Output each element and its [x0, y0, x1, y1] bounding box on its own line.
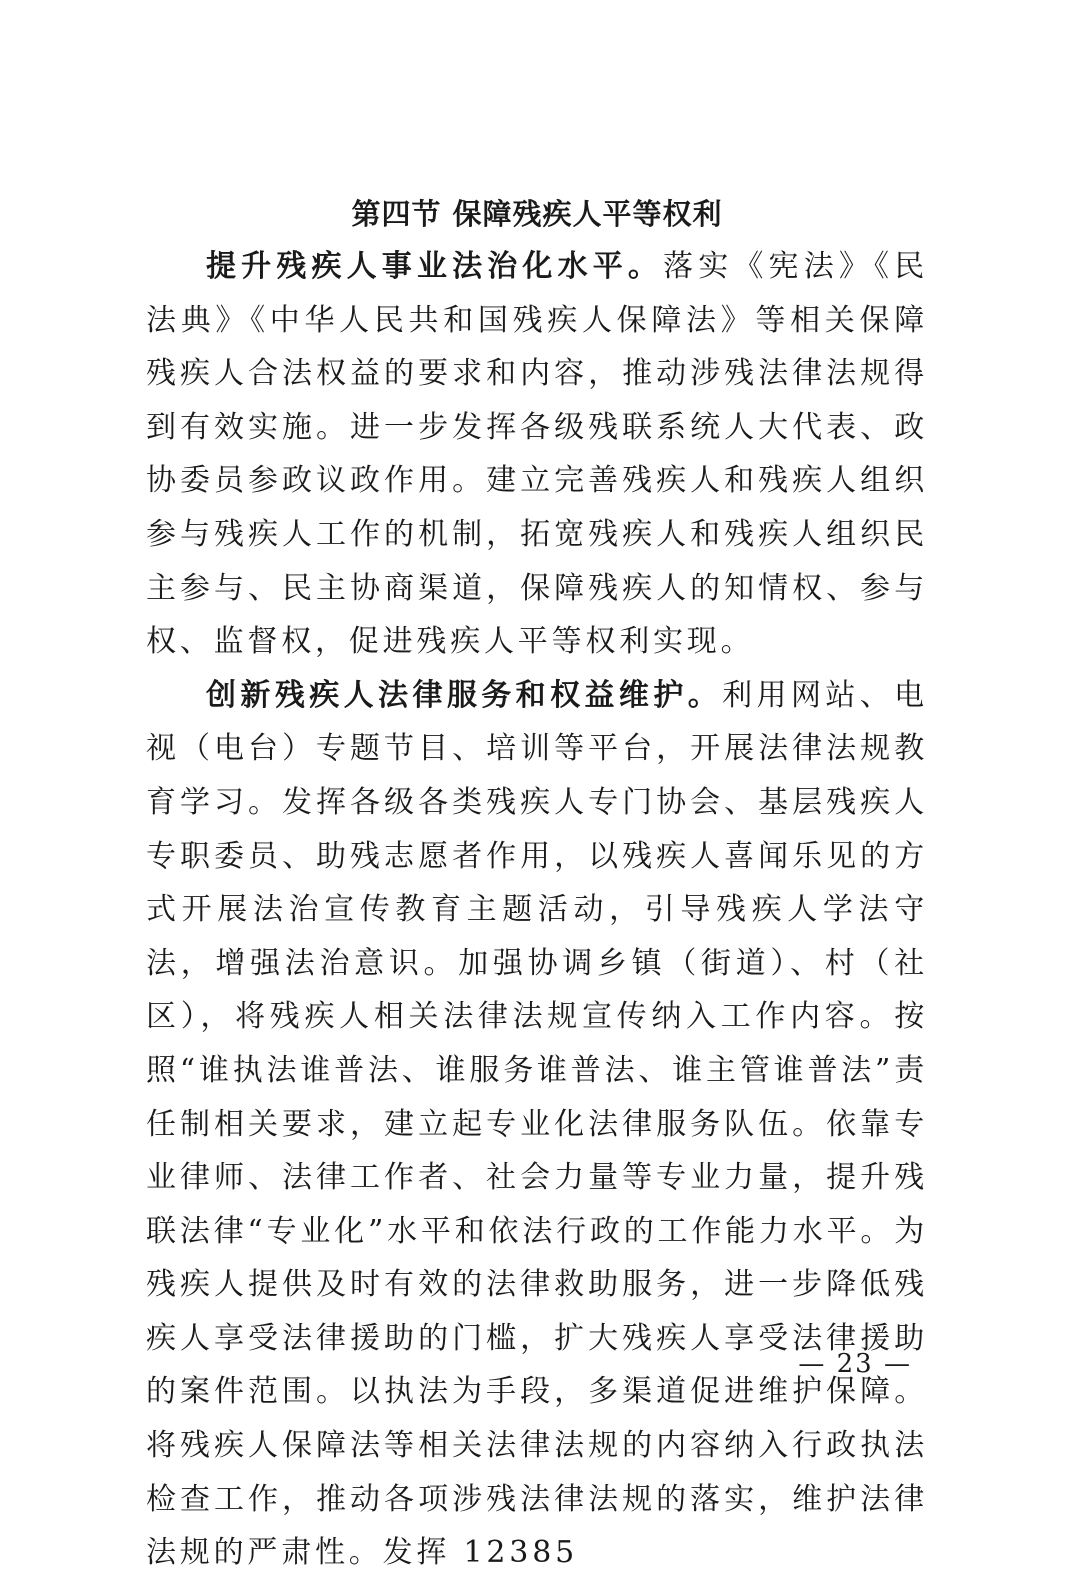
paragraph-text: 落实《宪法》《民法典》《中华人民共和国残疾人保障法》等相关保障残疾人合法权益的要求和内容，推动涉残法律法规得到有效实施。进一步发挥各级残联系统人大代表、政协委员参政议政作用。建立完善残疾人和残疾人组织参与残疾人工作的机制，拓宽残疾人和残疾人组织民主参与、民主协商渠道，保障残疾人的知情权、参与权、监督权，促进残疾人平等权利实现。 [146, 249, 928, 660]
page-number: — 23 — [798, 1349, 912, 1379]
paragraph [146, 240, 928, 669]
paragraph-text: 利用网站、电视（电台）专题节目、培训等平台，开展法律法规教育学习。发挥各级各类残疾人专门协会、基层残疾人专职委员、助残志愿者作用，以残疾人喜闻乐见的方式开展法治宣传教育主题活动，引导残疾人学法守法，增强法治意识。加强协调乡镇（街道）、村（社区），将残疾人相关法律法规宣传纳入工作内容。按照“谁执法谁普法、谁服务谁普法、谁主管谁普法”责任制相关要求，建立起专业化法律服务队伍。依靠专业律师、法律工作者、社会力量等专业力量，提升残联法律“专业化”水平和依法行政的工作能力水平。为残疾人提供及时有效的法律救助服务，进一步降低残疾人享受法律援助的门槛，扩大残疾人享受法律援助的案件范围。以执法为手段，多渠道促进维护保障。将残疾人保障法等相关法律法规的内容纳入行政执法检查工作，推动各项涉残法律法规的落实，维护法律法规的严肃性。发挥 12385 [146, 677, 928, 1571]
paragraph-lead: 创新残疾人法律服务和权益维护。 [206, 677, 723, 713]
paragraph [146, 669, 928, 1580]
section-heading: 第四节 保障残疾人平等权利 [351, 197, 723, 231]
paragraph-lead: 提升残疾人事业法治化水平。 [206, 249, 664, 284]
